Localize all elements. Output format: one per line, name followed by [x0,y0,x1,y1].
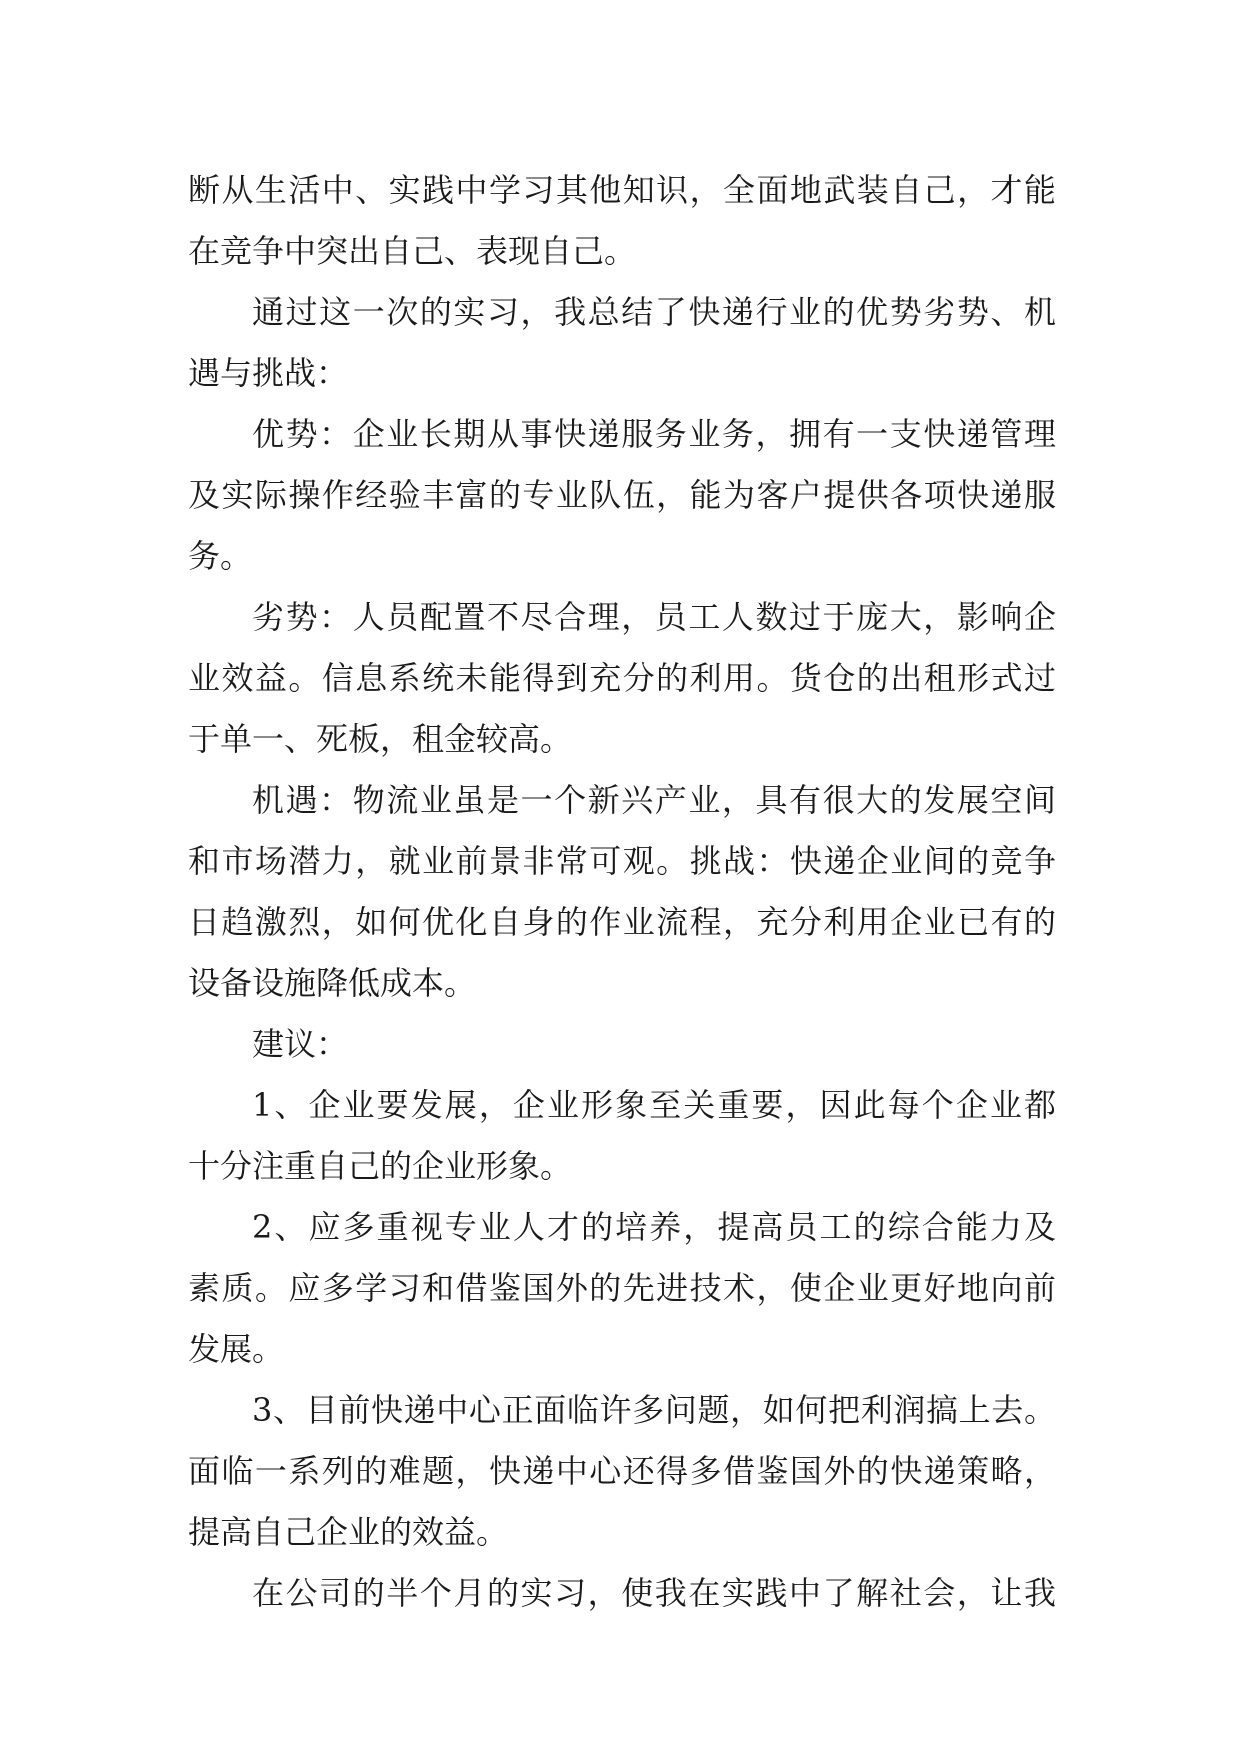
text-line: 遇与挑战： [188,354,349,392]
text-line: 于单一、死板，租金较高。 [188,720,573,758]
text-line: 劣势：人员配置不尽合理，员工人数过于庞大，影响企 [252,598,1056,636]
text-line: 3、目前快递中心正面临许多问题，如何把利润搞上去。 [252,1391,1056,1429]
text-line: 1、企业要发展，企业形象至关重要，因此每个企业都 [252,1086,1056,1124]
text-line: 及实际操作经验丰富的专业队伍，能为客户提供各项快递服 [188,476,1056,514]
text-line: 提高自己企业的效益。 [188,1513,509,1551]
text-line: 通过这一次的实习，我总结了快递行业的优势劣势、机 [252,293,1056,331]
text-line: 十分注重自己的企业形象。 [188,1147,573,1185]
text-line: 断从生活中、实践中学习其他知识，全面地武装自己，才能 [188,171,1056,209]
text-line: 优势：企业长期从事快递服务业务，拥有一支快递管理 [252,415,1056,453]
text-line: 和市场潜力，就业前景非常可观。挑战：快递企业间的竞争 [188,842,1056,880]
text-line: 面临一系列的难题，快递中心还得多借鉴国外的快递策略， [188,1452,1056,1490]
body-text [188,160,1056,1624]
text-line: 在竞争中突出自己、表现自己。 [188,232,637,270]
text-line: 建议： [252,1025,349,1063]
text-line: 设备设施降低成本。 [188,964,477,1002]
text-line: 素质。应多学习和借鉴国外的先进技术，使企业更好地向前 [188,1269,1056,1307]
text-line: 2、应多重视专业人才的培养，提高员工的综合能力及 [252,1208,1056,1246]
text-line: 发展。 [188,1330,285,1368]
text-line: 业效益。信息系统未能得到充分的利用。货仓的出租形式过 [188,659,1056,697]
text-line: 在公司的半个月的实习，使我在实践中了解社会，让我 [252,1574,1056,1612]
text-line: 务。 [188,537,253,575]
text-line: 机遇：物流业虽是一个新兴产业，具有很大的发展空间 [252,781,1056,819]
text-line: 日趋激烈，如何优化自身的作业流程，充分利用企业已有的 [188,903,1056,941]
